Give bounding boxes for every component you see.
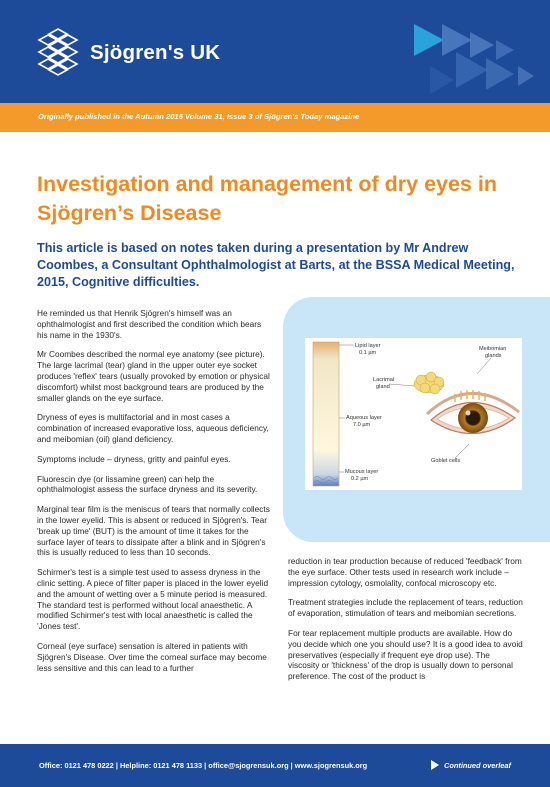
- paragraph: He reminded us that Henrik Sjögren's himself was an ophthalmologist and first described the condition which bears his name in the 1930's.: [37, 308, 262, 340]
- label-glands: glands: [485, 353, 502, 359]
- label-meibomian: Meibomian: [479, 346, 507, 352]
- paragraph: For tear replacement multiple products are available. How do you decide which one you should use? It is a good idea to avoid preservatives (especially if frequent eye drop use). The viscosity or 'thickness' of the drop is usually down to personal preference. The cost of the product is: [288, 627, 523, 682]
- paragraph: Marginal tear film is the meniscus of tears that normally collects in the lower eyelid. This is absent or reduced in Sjögren's. Tear 'break up time' (BUT) is the amount of time it takes for the surface layer of tears to dissipate after a blink and in Sjögren's this is usually reduced to less than 10 seconds.: [37, 504, 270, 558]
- footer-bar: [0, 744, 550, 787]
- paragraph: Corneal (eye surface) sensation is altered in patients with Sjögren's Disease. Over time the corneal surface may become less sensitive and this can lead to a further: [37, 640, 267, 673]
- paragraph: Mr Coombes described the normal eye anatomy (see picture). The large lacrimal (tear) gland in the upper outer eye socket produces 'reflex' tears (usually provoked by emotion or physical discomfort) whilst most background tears are produced by the smaller glands on the eye surface.: [37, 349, 270, 403]
- label-aqueous-size: 7.0 µm: [353, 422, 371, 428]
- label-mucous-size: 0.2 µm: [351, 476, 369, 482]
- paragraph: Fluorescin dye (or lissamine green) can help the ophthalmologist assess the surface dryness and its severity.: [37, 473, 258, 495]
- brand-name: Sjögren's UK: [90, 41, 221, 64]
- header-banner: [0, 0, 550, 103]
- right-column: [288, 556, 523, 691]
- publication-note: Originally published in the Autumn 2016 Volume 31, Issue 3 of Sjögren's Today magazine: [38, 112, 360, 121]
- paragraph: Treatment strategies include the replacement of tears, reduction of evaporation, stimulation of tears and meibomian secretions.: [288, 597, 523, 619]
- play-arrow-icon: [430, 759, 440, 771]
- eye-anatomy-diagram: [305, 338, 522, 490]
- footer-contact-details: Office: 0121 478 0222 | Helpline: 0121 478 1133 | office@sjogrensuk.org | www.sjogrensuk.org: [39, 761, 368, 770]
- continued-overleaf-label: Continued overleaf: [444, 761, 511, 770]
- paragraph: Schirmer's test is a simple test used to assess dryness in the clinic setting. A piece of filter paper is placed in the lower eyelid and the amount of wetting over a 5 minute period is measured. The standard test is performed without local anaesthetic. A modified Schirmer's test with local anaesthetic is called the 'Jones test'.: [37, 567, 269, 632]
- label-lipid-size: 0.1 µm: [359, 350, 377, 356]
- paragraph: reduction in tear production because of reduced 'feedback' from the eye surface. Other tests used in research work include – impression cytology, osmolality, confocal microscopy etc.: [288, 556, 522, 588]
- publication-bar: [0, 103, 550, 132]
- paragraph: Symptoms include – dryness, gritty and painful eyes.: [37, 453, 231, 464]
- label-lipid-layer: Lipid layer: [355, 343, 381, 349]
- article-title: Investigation and management of dry eyes in Sjögren’s Disease: [37, 172, 497, 225]
- label-goblet-cells: Goblet cells: [431, 458, 461, 464]
- arrow-graphic-icon: [410, 18, 550, 103]
- label-lacrimal: Lacrimal: [373, 377, 395, 383]
- left-column: [37, 308, 272, 682]
- label-gland: gland: [376, 384, 390, 390]
- paragraph: Dryness of eyes is multifactorial and in most cases a combination of increased evaporative loss, aqueous deficiency, and meibomian (oil) gland deficiency.: [37, 412, 269, 444]
- label-mucous-layer: Mucous layer: [345, 469, 379, 475]
- article-intro: This article is based on notes taken during a presentation by Mr Andrew Coombes, a Consultant Ophthalmologist at Barts, at the BSSA Medical Meeting, 2015, Cognitive difficulties.: [37, 241, 515, 289]
- hexagon-cubes-logo-icon: [34, 27, 82, 77]
- label-aqueous-layer: Aqueous layer: [346, 415, 382, 421]
